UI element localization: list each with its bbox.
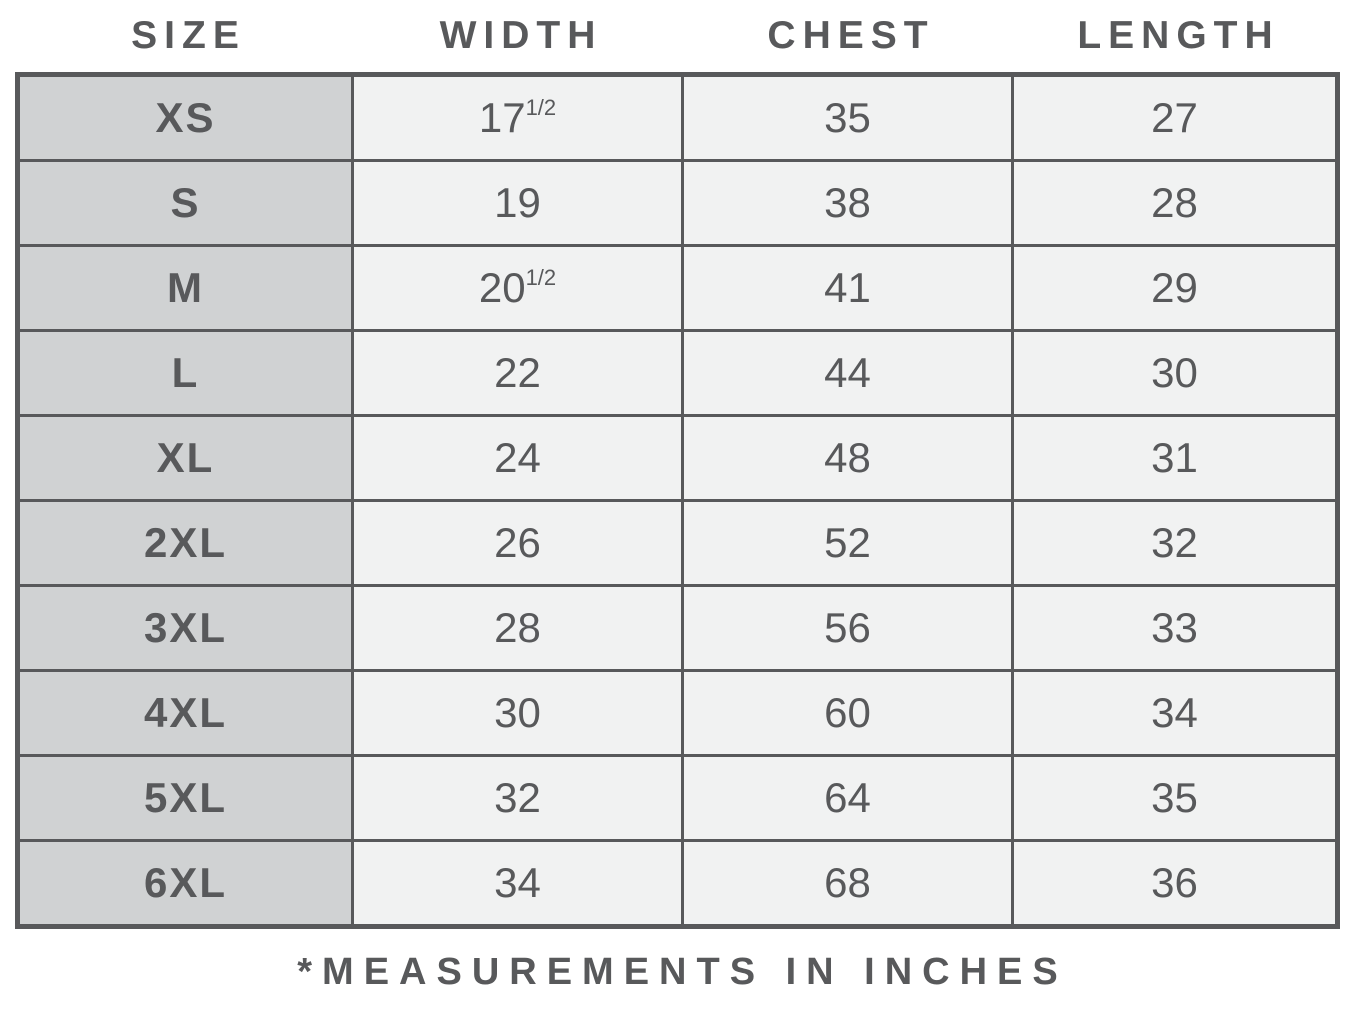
table-row xyxy=(18,246,1338,331)
cell-width-fraction: 1/2 xyxy=(525,95,557,120)
cell-width-value: 34 xyxy=(494,859,541,906)
cell-width xyxy=(353,671,683,756)
cell-size: XS xyxy=(18,75,353,161)
table-row xyxy=(18,75,1338,161)
cell-chest: 60 xyxy=(683,671,1013,756)
cell-width xyxy=(353,586,683,671)
cell-size: S xyxy=(18,161,353,246)
cell-width xyxy=(353,161,683,246)
table-row xyxy=(18,586,1338,671)
cell-width-value: 20 xyxy=(478,264,526,311)
cell-width-value: 28 xyxy=(494,604,541,651)
cell-size: XL xyxy=(18,416,353,501)
cell-chest: 41 xyxy=(683,246,1013,331)
column-header-size: SIZE xyxy=(131,14,246,57)
cell-width xyxy=(353,756,683,841)
cell-width xyxy=(353,841,683,927)
cell-width-value: 22 xyxy=(494,349,541,396)
cell-size: 3XL xyxy=(18,586,353,671)
cell-size: 2XL xyxy=(18,501,353,586)
cell-size: 5XL xyxy=(18,756,353,841)
table-row xyxy=(18,756,1338,841)
cell-length: 32 xyxy=(1013,501,1338,586)
cell-length: 31 xyxy=(1013,416,1338,501)
cell-width-value: 17 xyxy=(478,94,526,141)
table-row xyxy=(18,161,1338,246)
cell-length: 36 xyxy=(1013,841,1338,927)
cell-width xyxy=(353,416,683,501)
cell-length: 33 xyxy=(1013,586,1338,671)
table-row xyxy=(18,416,1338,501)
measurements-table xyxy=(15,72,1340,929)
column-header-chest: CHEST xyxy=(767,14,935,57)
column-header-width: WIDTH xyxy=(439,14,603,57)
cell-width xyxy=(353,246,683,331)
cell-length: 27 xyxy=(1013,75,1338,161)
table-row xyxy=(18,671,1338,756)
cell-chest: 56 xyxy=(683,586,1013,671)
cell-width-fraction: 1/2 xyxy=(525,265,557,290)
cell-chest: 68 xyxy=(683,841,1013,927)
table-header xyxy=(18,0,1338,72)
table-row xyxy=(18,331,1338,416)
column-header-length: LENGTH xyxy=(1077,14,1280,57)
cell-length: 28 xyxy=(1013,161,1338,246)
cell-size: 4XL xyxy=(18,671,353,756)
cell-width-value: 32 xyxy=(494,774,541,821)
table-row xyxy=(18,841,1338,927)
cell-width xyxy=(353,331,683,416)
cell-chest: 48 xyxy=(683,416,1013,501)
cell-width-value: 24 xyxy=(494,434,541,481)
cell-width-value: 26 xyxy=(494,519,541,566)
cell-width xyxy=(353,501,683,586)
cell-size: 6XL xyxy=(18,841,353,927)
cell-chest: 38 xyxy=(683,161,1013,246)
measurement-units-note: *MEASUREMENTS IN INCHES xyxy=(297,951,1068,993)
cell-length: 29 xyxy=(1013,246,1338,331)
table-row xyxy=(18,501,1338,586)
cell-chest: 52 xyxy=(683,501,1013,586)
cell-width-value: 19 xyxy=(494,179,541,226)
cell-width-value: 30 xyxy=(494,689,541,736)
cell-width xyxy=(353,75,683,161)
cell-length: 35 xyxy=(1013,756,1338,841)
cell-chest: 64 xyxy=(683,756,1013,841)
cell-size: L xyxy=(18,331,353,416)
cell-length: 30 xyxy=(1013,331,1338,416)
cell-length: 34 xyxy=(1013,671,1338,756)
cell-chest: 44 xyxy=(683,331,1013,416)
cell-size: M xyxy=(18,246,353,331)
cell-chest: 35 xyxy=(683,75,1013,161)
